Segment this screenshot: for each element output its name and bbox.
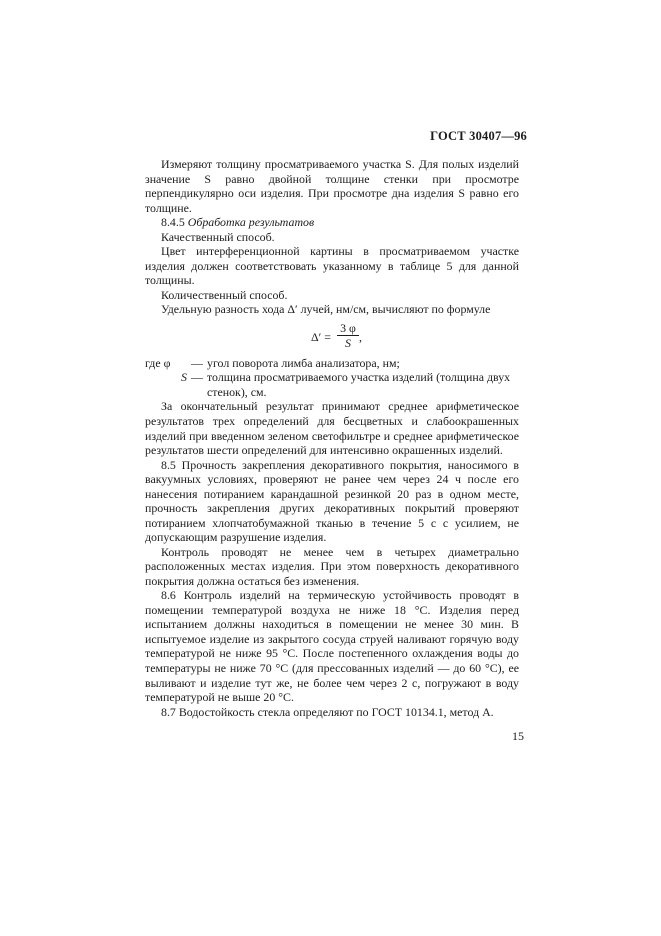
section-title: Обработка результатов [187,215,315,230]
legend-row [145,356,519,371]
legend-dash: — [191,355,203,370]
legend-description: угол поворота лимба анализатора, нм; [207,355,400,370]
paragraph-8-7: 8.7 Водостойкость стекла определяют по ГОСТ 10134.1, метод А. [161,704,494,719]
paragraph-interference-color: Цвет интерференционной картины в просматриваемом участке изделия должен соответствовать указанному в таблице 5 для данной толщины. [145,244,519,288]
paragraph-final-result: За окончательный результат принимают среднее арифметическое результатов трех определений для бесцветных и слабоокрашенных изделий при введенном зеленом светофильтре и среднее арифметическое результатов шести определений для интенсивно окрашенных изделий. [145,399,519,458]
section-heading-8-4-5 [145,215,519,230]
formula-comma: , [359,329,362,344]
legend-symbol: где φ [145,355,171,370]
paragraph-thickness-measure: Измеряют толщину просматриваемого участка S. Для полых изделий значение S равно двойной толщине стенки при просмотре перпендикулярно оси изделия. При просмотре дна изделия S равно его толщине. [145,157,519,215]
section-number: 8.4.5 [161,215,185,230]
paragraph-qualitative: Качественный способ. [161,229,275,244]
legend-description: толщина просматриваемого участка изделий (толщина двух стенок), см. [207,370,511,399]
document-body [145,157,519,719]
formula-lhs: Δ′ = [311,329,331,344]
formula-denominator: S [345,335,351,350]
formula-fraction [337,322,359,350]
formula-numerator: 3 φ [337,322,359,336]
legend-symbol-text: S [181,370,187,385]
page-number: 15 [512,729,524,743]
formula-legend [145,356,519,400]
paragraph-formula-intro: Удельную разность хода Δ′ лучей, нм/см, вычисляют по формуле [161,302,491,317]
paragraph-control-locations: Контроль проводят не менее чем в четырех диаметрально расположенных местах изделия. При этом поверхность декоративного покрытия должна остаться без изменения. [145,544,519,588]
formula [145,322,519,352]
legend-dash: — [191,370,203,385]
legend-row [145,370,519,399]
document-header: ГОСТ 30407—96 [430,129,527,143]
legend-symbol [145,370,191,399]
paragraph-8-5: 8.5 Прочность закрепления декоративного покрытия, наносимого в вакуумных условиях, проверяют не ранее чем через 24 ч после его нанесения потиранием карандашной резинкой 20 раз в одном месте, прочность закрепления других декоративных покрытий проверяют потиранием хлопчатобумажной тканью в течение 5 с с усилием, не допускающим разрушение изделия. [145,457,519,545]
paragraph-8-6: 8.6 Контроль изделий на термическую устойчивость проводят в помещении температурой воздуха не ниже 18 °С. Изделия перед испытанием должны находиться в помещении не менее 30 мин. В испытуемое изделие из закрытого сосуда струей наливают горячую воду температурой не ниже 95 °С. После постепенного охлаждения воды до температуры не ниже 70 °С (для прессованных изделий — до 60 °С), ее выливают и изделие тут же, не более чем через 2 с, погружают в воду температурой не выше 20 °С. [145,588,519,705]
paragraph-quantitative: Количественный способ. [161,287,288,302]
